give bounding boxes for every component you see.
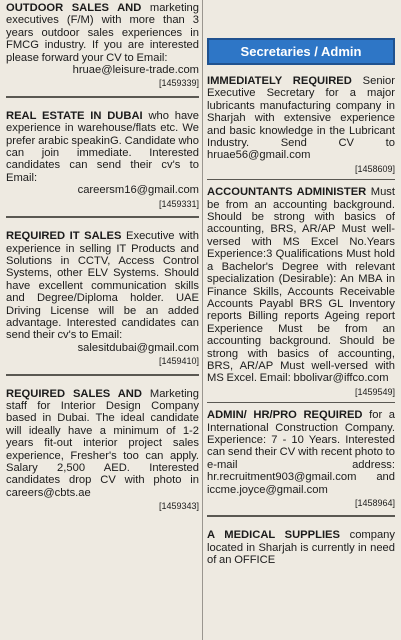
ad-ref: [1459343]: [158, 501, 199, 512]
ad-separator: [6, 374, 199, 376]
ad-body: who have experience in warehouse/flats etc. We prefer arabic speakinG. Candidate who can join immediate. Interested candidates can send their cv's to Email:: [6, 109, 199, 184]
ad-title: ADMIN/ HR/PRO REQUIRED: [207, 409, 363, 422]
ad-body: Senior Executive Secretary for a major lubricants manufacturing company in Sharjah with extensive experience and basic knowledge in the Lubricant Industry. Send CV to hruae56@gmail.com: [207, 75, 395, 162]
job-ad: [6, 388, 199, 513]
job-ad: [207, 186, 395, 398]
ad-body: company located in Sharjah is currently in need of an OFFICE: [207, 529, 395, 567]
ad-body: Marketing staff for Interior Design Company based in Dubai. The ideal candidate will ideally have a minimum of 1-2 years fit-out interior project sales experience, Fresher's too can apply. Salary 2,500 AED. Interested candidates drop CV with photo in: [6, 387, 199, 487]
ad-separator: [6, 216, 199, 218]
ad-title: A MEDICAL SUPPLIES: [207, 529, 340, 542]
job-ad: [6, 230, 199, 367]
ad-title: OUTDOOR SALES AND: [6, 2, 142, 14]
right-column: [207, 0, 395, 640]
ad-body: marketing executives (F/M) with more than 3 years outdoor sales experiences in FMCG industry. If you are interested please forward your CV to Email:: [6, 2, 199, 64]
ad-separator: [207, 402, 395, 403]
ad-ref: [1459410]: [158, 356, 199, 367]
ad-ref: [1459339]: [158, 78, 199, 89]
ad-email[interactable]: salesitdubai@gmail.com: [77, 341, 199, 354]
ad-email[interactable]: hruae@leisure-trade.com: [72, 64, 199, 77]
ad-ref: [1458609]: [354, 163, 395, 174]
ad-title: REAL ESTATE IN DUBAI: [6, 109, 143, 122]
job-ad: [207, 75, 395, 175]
ad-email[interactable]: careersm16@gmail.com: [77, 184, 199, 197]
job-ad: [207, 529, 395, 566]
section-header: Secretaries / Admin: [207, 38, 395, 65]
ad-email[interactable]: bbolivar@iffco.com: [293, 372, 389, 385]
job-ad: [6, 110, 199, 210]
job-ad: [6, 2, 199, 90]
ad-title: ACCOUNTANTS ADMINISTER: [207, 186, 367, 199]
ad-email[interactable]: careers@cbts.ae: [6, 486, 91, 499]
ad-ref: [1458964]: [354, 498, 395, 508]
job-ad: [207, 409, 395, 509]
column-divider: [202, 0, 203, 640]
ad-body: for a International Construction Company. Experience: 7 - 10 Years. Interested can send their CV with recent photo to e-mail address: hr.recruitment903@gmail.com and iccme.joyce@gmail.com: [207, 409, 395, 496]
ad-separator: [207, 179, 395, 180]
ad-separator: [6, 96, 199, 98]
ad-ref: [1459331]: [158, 198, 199, 209]
ad-separator: [207, 515, 395, 517]
ad-body: Executive with experience in selling IT Products and Solutions in CCTV, Access Control Systems, other ELV Systems. Should have excellent communication skills and Degree/Diploma holder. UAE Driving License will be an added advantage. Interested candidates can send their cv's to Email:: [6, 230, 199, 342]
ad-title: REQUIRED SALES AND: [6, 387, 142, 400]
ad-body: Must be from an accounting background. Should be strong with basics of accounting, BRS, AR/AP Must well-versed with MS Excel No.Years Experience:3 Qualifications Must hold a Bachelor's Degree with relevant specialization (Desirable): An MBA in Finance Skills, Accounts Receivable Accounts Payabl BRS GL Inventory reports Billing reports Ageing report Experience Must be from an accounting background. Should be strong with basics of accounting, BRS, AR/AP Must well-versed with MS Excel. Email:: [207, 186, 395, 385]
ad-ref: [1459549]: [354, 386, 395, 397]
ad-title: REQUIRED IT SALES: [6, 230, 122, 243]
ad-title: IMMEDIATELY REQUIRED: [207, 75, 352, 87]
left-column: [6, 0, 199, 640]
